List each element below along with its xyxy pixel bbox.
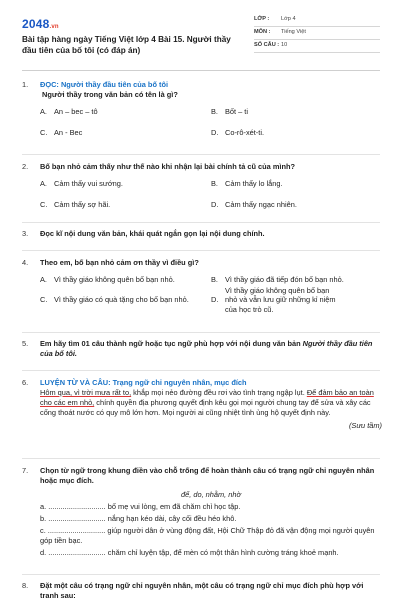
- question-number: 5.: [22, 339, 29, 348]
- meta-value: Tiếng Việt: [281, 29, 306, 36]
- option-text: Cảm thấy vui sướng.: [54, 178, 123, 188]
- underlined-adverbial: Để đảm bảo an toàn cho các em nhỏ,: [40, 387, 374, 407]
- option-d[interactable]: [211, 198, 382, 213]
- option-letter: D.: [211, 295, 219, 305]
- separator: [22, 458, 380, 459]
- question-text: Đặt một câu có trạng ngữ chỉ nguyên nhân, một câu có trạng ngữ chỉ mục đích phù hợp với tranh sau:: [40, 581, 364, 600]
- separator: [22, 370, 380, 371]
- separator: [22, 250, 380, 251]
- source-note: (Sưu tầm): [348, 420, 382, 430]
- question-text: Người thầy trong văn bản có tên là gì?: [42, 89, 178, 99]
- separator: [22, 154, 380, 155]
- logo-text: 2048: [22, 17, 50, 31]
- option-text: Vì thầy giáo không quên bố bạn nhỏ.: [54, 274, 175, 284]
- fill-line-d[interactable]: d. ............................ chăm chỉ luyện tập, để mèn có một thân hình cường tráng khoẻ mạnh.: [40, 547, 339, 557]
- option-c[interactable]: [40, 126, 211, 141]
- option-d[interactable]: [211, 126, 382, 141]
- option-d[interactable]: [211, 285, 382, 315]
- options: [40, 177, 382, 213]
- question-text: Bố bạn nhỏ cảm thấy như thế nào khi nhận lại bài chính tả cũ của mình?: [40, 162, 296, 171]
- document-title: Bài tập hàng ngày Tiếng Việt lớp 4 Bài 15. Người thầy đầu tiên của bố tôi (có đáp án): [22, 35, 231, 56]
- option-text: Cảm thấy lo lắng.: [225, 178, 283, 188]
- option-letter: B.: [211, 106, 218, 116]
- question-5: [22, 339, 382, 359]
- passage-text: chính quyền địa phương quyết định kêu gọi mọi người chung tay để sửa và xây các cống thoát nước có quy mô lớn hơn. Mọi người ai cũng nhiệt tình ủng hộ quyết định này.: [40, 397, 371, 417]
- option-text: An – bec – tô: [54, 106, 98, 116]
- separator: [22, 574, 380, 575]
- fill-line-c[interactable]: c. ............................ giúp người dân ở vùng động đất, Hội Chữ Thập đỏ đã vận động mọi người quyên góp tiền bạc.: [40, 525, 375, 545]
- question-text-main: Em hãy tìm 01 câu thành ngữ hoặc tục ngữ phù hợp với nội dung văn bản: [40, 339, 301, 348]
- fill-line-a[interactable]: a. ............................ bố mẹ vui lòng, em đã chăm chỉ học tập.: [40, 501, 241, 511]
- option-c[interactable]: [40, 288, 211, 314]
- meta-key: LỚP :: [254, 16, 270, 23]
- question-4: [22, 258, 382, 314]
- option-text: Vì thầy giáo không quên bố bạn nhỏ và vẫn lưu giữ những kỉ niệm của học trò cũ.: [225, 285, 336, 315]
- question-number: 3.: [22, 229, 29, 238]
- meta-key: MÔN :: [254, 29, 271, 36]
- option-text: Bốt – ti: [225, 106, 249, 116]
- option-text: Co-rô-xét-ti.: [225, 127, 265, 137]
- meta-row-subject: [254, 27, 380, 40]
- question-1: [22, 80, 382, 141]
- word-box: để, do, nhằm, nhờ: [181, 489, 241, 499]
- option-c[interactable]: [40, 198, 211, 213]
- option-letter: C.: [40, 127, 48, 137]
- separator: [22, 332, 380, 333]
- option-letter: B.: [211, 178, 218, 188]
- question-text: Chọn từ ngữ trong khung điền vào chỗ trống để hoàn thành câu có trạng ngữ chỉ nguyên nhân hoặc mục đích.: [40, 466, 375, 485]
- option-a[interactable]: [40, 105, 211, 120]
- section-title: LUYỆN TỪ VÀ CÂU: Trạng ngữ chỉ nguyên nhân, mục đích: [40, 378, 247, 387]
- options: [40, 273, 382, 314]
- question-text: Theo em, bố bạn nhỏ cảm ơn thầy vì điều gì?: [40, 258, 199, 267]
- option-letter: C.: [40, 199, 48, 209]
- option-letter: B.: [211, 274, 218, 284]
- question-number: 8.: [22, 581, 29, 590]
- question-3: [22, 229, 382, 239]
- option-letter: C.: [40, 295, 48, 305]
- question-text: Đọc kĩ nội dung văn bản, khái quát ngắn gọn lại nội dung chính.: [40, 229, 265, 238]
- header-divider: [22, 70, 380, 71]
- option-text: Cảm thấy sợ hãi.: [54, 199, 111, 209]
- option-letter: A.: [40, 274, 47, 284]
- underlined-adverbial: Hôm qua, vì trời mưa rất to,: [40, 387, 132, 397]
- fill-line-b[interactable]: b. ............................ nắng hạn kéo dài, cây cối đều héo khô.: [40, 513, 237, 523]
- question-text: [40, 339, 382, 359]
- question-7: [22, 466, 382, 558]
- option-letter: A.: [40, 178, 47, 188]
- meta-value: Lớp 4: [281, 16, 296, 23]
- option-text: An - Bec: [54, 127, 83, 137]
- site-logo[interactable]: [22, 16, 59, 32]
- option-text: Vì thầy giáo có quà tặng cho bố bạn nhỏ.: [54, 295, 189, 305]
- option-letter: D.: [211, 199, 219, 209]
- meta-table: [254, 14, 380, 53]
- question-8: [22, 581, 382, 600]
- question-number: 6.: [22, 378, 29, 387]
- reading-passage: [40, 388, 382, 418]
- question-number: 4.: [22, 258, 29, 267]
- option-text: Cảm thấy ngạc nhiên.: [225, 199, 297, 209]
- options: [40, 105, 382, 141]
- meta-row-count: [254, 40, 380, 53]
- document-header: [22, 14, 380, 60]
- question-text-italic: Người thầy đầu tiên của bố tôi.: [40, 339, 373, 358]
- meta-value: 10: [281, 42, 288, 49]
- question-2: [22, 162, 382, 213]
- question-6: [22, 378, 382, 431]
- logo-domain: .vn: [49, 24, 59, 30]
- question-number: 1.: [22, 80, 29, 89]
- option-b[interactable]: [211, 105, 382, 120]
- meta-key: SỐ CÂU :: [254, 42, 280, 49]
- option-letter: D.: [211, 127, 219, 137]
- option-text: Vì thầy giáo đã tiếp đón bố bạn nhỏ.: [225, 274, 344, 284]
- option-letter: A.: [40, 106, 47, 116]
- option-a[interactable]: [40, 273, 211, 288]
- passage-text: khắp mọi nẻo đường đều rơi vào tình trạng ngập lụt.: [131, 387, 307, 397]
- separator: [22, 222, 380, 223]
- question-number: 2.: [22, 162, 29, 171]
- section-title: ĐỌC: Người thầy đầu tiên của bố tôi: [40, 80, 169, 89]
- meta-row-class: [254, 14, 380, 27]
- option-b[interactable]: [211, 177, 382, 192]
- question-number: 7.: [22, 466, 29, 475]
- option-a[interactable]: [40, 177, 211, 192]
